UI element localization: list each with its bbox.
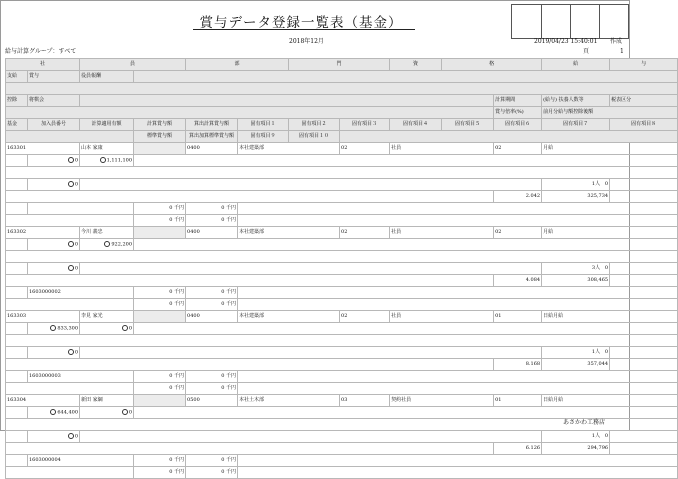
employee-code: 163304 — [6, 395, 80, 407]
table-cell — [6, 371, 28, 383]
grade-code: 02 — [340, 311, 390, 323]
employee-member-row — [6, 371, 678, 383]
employee-deduction-row — [6, 263, 678, 275]
employee-spacer-row — [6, 335, 678, 347]
standard-bonus: 0 千円 — [134, 467, 186, 479]
header-cell: 格 — [442, 59, 542, 71]
table-cell — [610, 275, 678, 287]
member-number: 1603000003 — [28, 371, 134, 383]
table-cell — [6, 407, 28, 419]
system-name: 日給月給 — [542, 395, 678, 407]
header-cell: 固有項目４ — [390, 119, 442, 131]
table-cell — [610, 443, 678, 455]
exec-pay-amount: 1,111,100 — [80, 155, 134, 167]
table-cell — [6, 287, 28, 299]
employee-member-row — [6, 455, 678, 467]
standard-bonus-adjusted: 0 千円 — [186, 383, 238, 395]
header-cell: 算出加算標準賞与額 — [186, 131, 238, 143]
table-cell — [6, 347, 28, 359]
calc-bonus-adjusted: 0 千円 — [186, 371, 238, 383]
calc-bonus: 0 千円 — [134, 203, 186, 215]
net-after-deduction: 357,044 — [542, 359, 610, 371]
table-cell — [6, 239, 28, 251]
employee-deduction-row — [6, 347, 678, 359]
calc-bonus: 0 千円 — [134, 455, 186, 467]
bonus-amount: 0 — [28, 155, 80, 167]
table-cell — [6, 203, 28, 215]
member-number: 1603000002 — [28, 287, 134, 299]
header-cell: 資 — [390, 59, 442, 71]
header-cell — [6, 83, 678, 95]
radio-circle-icon — [104, 241, 110, 247]
header-cell: 税表区分 — [610, 95, 678, 107]
table-cell — [6, 263, 28, 275]
table-cell — [6, 383, 134, 395]
table-cell — [6, 443, 494, 455]
table-cell — [6, 359, 494, 371]
table-cell — [610, 431, 678, 443]
table-cell — [6, 215, 134, 227]
header-cell: 算出計算賞与額 — [186, 119, 238, 131]
header-cell: 役員報酬 — [80, 71, 134, 83]
header-row — [6, 107, 678, 119]
header-cell — [134, 71, 678, 83]
table-cell — [80, 347, 542, 359]
header-cell: 計算賞与額 — [134, 119, 186, 131]
grade-name: 社員 — [390, 311, 494, 323]
header-row — [6, 131, 678, 143]
table-cell — [134, 311, 186, 323]
dept-name: 本社土木部 — [238, 395, 340, 407]
standard-bonus: 0 千円 — [134, 215, 186, 227]
calc-bonus-adjusted: 0 千円 — [186, 455, 238, 467]
header-cell: 計算期間 — [494, 95, 542, 107]
bonus-rate: 6.126 — [494, 443, 542, 455]
employee-deduction-row — [6, 431, 678, 443]
radio-circle-icon — [68, 181, 74, 187]
standard-bonus: 0 千円 — [134, 299, 186, 311]
table-cell — [80, 263, 542, 275]
system-name: 月給 — [542, 143, 678, 155]
table-cell — [6, 251, 678, 263]
dept-code: 0400 — [186, 311, 238, 323]
table-cell — [238, 287, 678, 299]
bonus-data-table — [5, 58, 678, 479]
stamp-box — [541, 5, 570, 38]
header-cell: 控除 — [6, 95, 28, 107]
exec-pay-amount: 922,200 — [80, 239, 134, 251]
table-cell — [6, 191, 494, 203]
employee-pay-row — [6, 239, 678, 251]
report-created-label: 作成 — [610, 38, 623, 45]
header-cell — [340, 131, 678, 143]
table-cell — [134, 227, 186, 239]
table-cell — [610, 263, 678, 275]
header-cell: 標準賞与額 — [134, 131, 186, 143]
deduction-amount: 0 — [28, 263, 80, 275]
company-name: あさかわ工務店 — [563, 419, 606, 426]
bonus-rate: 8.168 — [494, 359, 542, 371]
table-cell — [6, 335, 678, 347]
employee-spacer-row — [6, 251, 678, 263]
header-cell: 基金 — [6, 119, 28, 131]
net-after-deduction: 294,796 — [542, 443, 610, 455]
employee-pay-row — [6, 407, 678, 419]
header-cell: 賞与 — [28, 71, 80, 83]
standard-bonus-adjusted: 0 千円 — [186, 467, 238, 479]
header-cell: 固有項目１ — [238, 119, 289, 131]
employee-header-row — [6, 143, 678, 155]
calc-bonus-adjusted: 0 千円 — [186, 287, 238, 299]
header-cell: 社 — [6, 59, 80, 71]
table-cell — [610, 191, 678, 203]
report-period: 2018年12月 — [289, 38, 324, 45]
radio-circle-icon — [68, 157, 74, 163]
stamp-box — [512, 5, 541, 38]
employee-std-row — [6, 299, 678, 311]
header-row — [6, 83, 678, 95]
table-cell — [6, 323, 28, 335]
system-name: 月給 — [542, 227, 678, 239]
table-cell — [238, 467, 678, 479]
header-cell — [80, 95, 494, 107]
header-row — [6, 95, 678, 107]
report-timestamp: 2019/04/23 15:40:01 — [534, 38, 598, 45]
employee-code: 163302 — [6, 227, 80, 239]
net-after-deduction: 325,734 — [542, 191, 610, 203]
standard-bonus-adjusted: 0 千円 — [186, 299, 238, 311]
dept-code: 0500 — [186, 395, 238, 407]
system-code: 02 — [494, 143, 542, 155]
radio-circle-icon — [100, 157, 106, 163]
table-cell — [238, 299, 678, 311]
radio-circle-icon — [50, 325, 56, 331]
table-cell — [6, 155, 28, 167]
calc-bonus-adjusted: 0 千円 — [186, 203, 238, 215]
dept-code: 0400 — [186, 227, 238, 239]
radio-circle-icon — [68, 265, 74, 271]
radio-circle-icon — [122, 325, 128, 331]
bonus-amount: 0 — [28, 239, 80, 251]
employee-rate-row — [6, 275, 678, 287]
standard-bonus-adjusted: 0 千円 — [186, 215, 238, 227]
dependents: 1人 0 — [542, 347, 610, 359]
employee-header-row — [6, 311, 678, 323]
header-cell: 固有項目２ — [289, 119, 340, 131]
table-cell — [80, 431, 542, 443]
employee-code: 163301 — [6, 143, 80, 155]
dependents: 1人 0 — [542, 179, 610, 191]
stamp-box — [570, 5, 599, 38]
dept-code: 0400 — [186, 143, 238, 155]
header-cell: 計算適用有額 — [80, 119, 134, 131]
table-cell — [238, 215, 678, 227]
employee-member-row — [6, 203, 678, 215]
employee-pay-row — [6, 155, 678, 167]
employee-deduction-row — [6, 179, 678, 191]
system-name: 日給月給 — [542, 311, 678, 323]
page-label: 頁 — [583, 48, 590, 55]
header-cell: 支給 — [6, 71, 28, 83]
employee-pay-row — [6, 323, 678, 335]
bonus-amount: 644,400 — [28, 407, 80, 419]
header-cell: 固有項目９ — [238, 131, 289, 143]
header-cell: 固有項目５ — [442, 119, 494, 131]
grade-code: 02 — [340, 143, 390, 155]
table-cell — [134, 407, 678, 419]
table-cell — [6, 299, 134, 311]
header-row — [6, 59, 678, 71]
group-filter: 給与計算グループ：すべて — [5, 48, 77, 55]
employee-rate-row — [6, 443, 678, 455]
deduction-amount: 0 — [28, 347, 80, 359]
radio-circle-icon — [68, 433, 74, 439]
grade-name: 契約社員 — [390, 395, 494, 407]
table-cell — [238, 203, 678, 215]
header-cell — [6, 107, 494, 119]
header-cell: 員 — [80, 59, 186, 71]
bonus-rate: 4.084 — [494, 275, 542, 287]
header-cell: 給 — [542, 59, 610, 71]
exec-pay-amount: 0 — [80, 407, 134, 419]
table-cell — [80, 179, 542, 191]
header-cell: 固有項目３ — [340, 119, 390, 131]
header-cell: 将棋会 — [28, 95, 80, 107]
header-cell: 賞与倍率(%) — [494, 107, 542, 119]
system-code: 01 — [494, 311, 542, 323]
header-cell: 部 — [186, 59, 289, 71]
employee-name: 山本 家康 — [80, 143, 134, 155]
header-cell: 与 — [610, 59, 678, 71]
header-cell: 固有項目１０ — [289, 131, 340, 143]
net-after-deduction: 308,465 — [542, 275, 610, 287]
header-cell: 前月分給与額控除後額 — [542, 107, 678, 119]
deduction-amount: 0 — [28, 431, 80, 443]
dept-name: 本社建築部 — [238, 311, 340, 323]
header-cell: 固有項目８ — [610, 119, 678, 131]
table-cell — [6, 275, 494, 287]
radio-circle-icon — [122, 409, 128, 415]
radio-circle-icon — [50, 409, 56, 415]
employee-rate-row — [6, 191, 678, 203]
employee-spacer-row — [6, 167, 678, 179]
page-number: 1 — [620, 48, 624, 55]
dept-name: 本社建築部 — [238, 227, 340, 239]
employee-std-row — [6, 215, 678, 227]
table-cell — [6, 179, 28, 191]
table-cell — [610, 347, 678, 359]
table-cell — [134, 323, 678, 335]
employee-code: 163303 — [6, 311, 80, 323]
report-title: 賞与データ登録一覧表（基金） — [199, 15, 403, 31]
employee-name: 新田 家綱 — [80, 395, 134, 407]
header-cell: 固有項目６ — [494, 119, 542, 131]
header-cell — [6, 131, 134, 143]
table-cell — [6, 431, 28, 443]
employee-member-row — [6, 287, 678, 299]
grade-code: 03 — [340, 395, 390, 407]
table-cell — [6, 455, 28, 467]
dependents: 1人 0 — [542, 431, 610, 443]
table-cell — [134, 143, 186, 155]
member-number: 1603000004 — [28, 455, 134, 467]
system-code: 02 — [494, 227, 542, 239]
bonus-amount: 833,300 — [28, 323, 80, 335]
header-row — [6, 71, 678, 83]
header-cell: 門 — [289, 59, 390, 71]
employee-name: 今川 義忠 — [80, 227, 134, 239]
header-cell: 固有項目７ — [542, 119, 610, 131]
table-cell — [134, 155, 678, 167]
header-cell: 加入員番号 — [28, 119, 80, 131]
bonus-rate: 2.042 — [494, 191, 542, 203]
calc-bonus: 0 千円 — [134, 287, 186, 299]
table-cell — [134, 395, 186, 407]
title-underline — [193, 29, 415, 30]
employee-rate-row — [6, 359, 678, 371]
member-number — [28, 203, 134, 215]
header-cell: (給与) 扶養人数等 — [542, 95, 610, 107]
radio-circle-icon — [68, 349, 74, 355]
calc-bonus: 0 千円 — [134, 371, 186, 383]
employee-std-row — [6, 383, 678, 395]
radio-circle-icon — [68, 241, 74, 247]
employee-header-row — [6, 227, 678, 239]
employee-header-row — [6, 395, 678, 407]
dept-name: 本社建築部 — [238, 143, 340, 155]
grade-name: 社員 — [390, 143, 494, 155]
table-cell — [238, 383, 678, 395]
standard-bonus: 0 千円 — [134, 383, 186, 395]
dependents: 3人 0 — [542, 263, 610, 275]
table-cell — [610, 359, 678, 371]
table-cell — [238, 371, 678, 383]
grade-name: 社員 — [390, 227, 494, 239]
table-cell — [134, 239, 678, 251]
approval-stamp-boxes — [511, 4, 629, 39]
table-cell — [610, 179, 678, 191]
employee-std-row — [6, 467, 678, 479]
exec-pay-amount: 0 — [80, 323, 134, 335]
table-cell — [6, 467, 134, 479]
stamp-box — [599, 5, 628, 38]
grade-code: 02 — [340, 227, 390, 239]
deduction-amount: 0 — [28, 179, 80, 191]
header-row — [6, 119, 678, 131]
employee-name: 李見 家光 — [80, 311, 134, 323]
table-cell — [6, 167, 678, 179]
table-cell — [238, 455, 678, 467]
system-code: 01 — [494, 395, 542, 407]
